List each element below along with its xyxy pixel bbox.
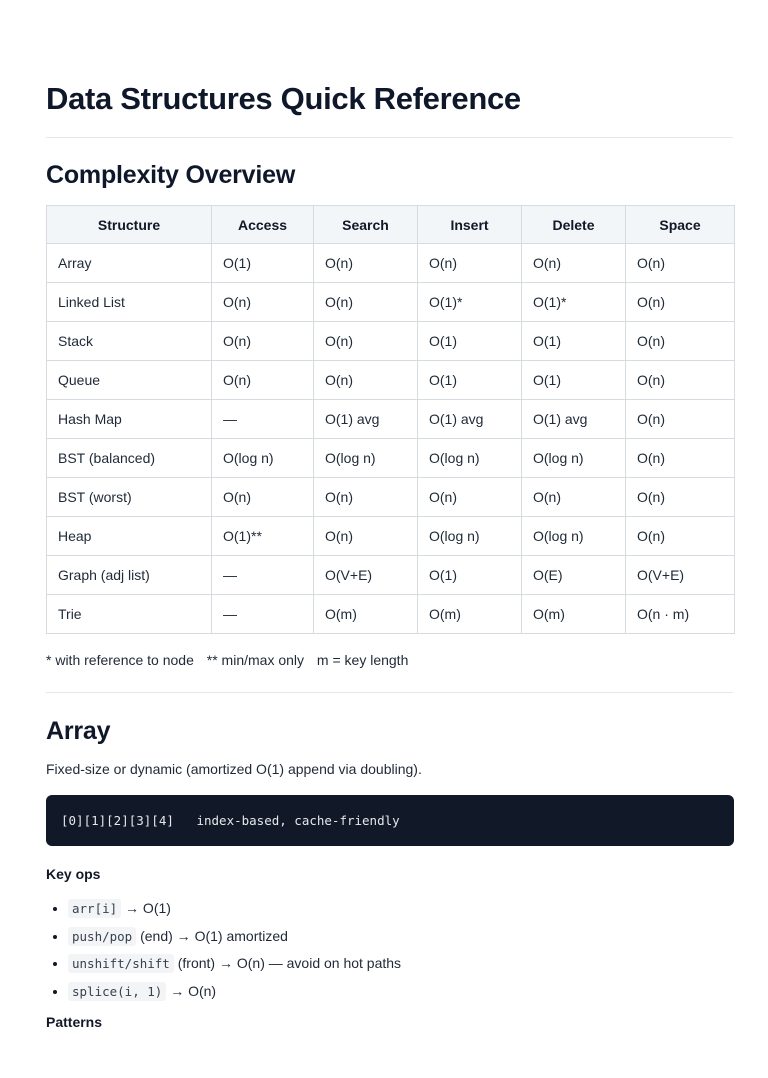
complexity-cell: O(n) — [314, 517, 418, 556]
list-item: • splice(i, 1) → O(n) — [68, 978, 733, 1006]
complexity-cell: O(V+E) — [626, 556, 735, 595]
table-row — [47, 400, 735, 439]
structure-name-cell: Hash Map — [47, 400, 212, 439]
complexity-cell: — — [212, 400, 314, 439]
column-header: Access — [212, 206, 314, 244]
divider — [46, 692, 733, 693]
complexity-cell: O(log n) — [418, 517, 522, 556]
table-row — [47, 595, 735, 634]
divider — [46, 137, 733, 138]
table-footnotes — [46, 652, 733, 668]
complexity-cell: O(n) — [626, 322, 735, 361]
complexity-cell: O(m) — [522, 595, 626, 634]
complexity-cell: O(1)** — [212, 517, 314, 556]
complexity-cell: O(log n) — [522, 439, 626, 478]
column-header: Space — [626, 206, 735, 244]
complexity-cell: O(1) avg — [418, 400, 522, 439]
structure-name-cell: Heap — [47, 517, 212, 556]
complexity-cell: O(n) — [314, 322, 418, 361]
table-row — [47, 517, 735, 556]
complexity-cell: O(log n) — [212, 439, 314, 478]
footnote: * with reference to node — [46, 652, 194, 668]
inline-code: splice(i, 1) — [68, 982, 166, 1001]
complexity-cell: O(n · m) — [626, 595, 735, 634]
complexity-cell: O(n) — [212, 478, 314, 517]
inline-code: push/pop — [68, 927, 136, 946]
list-item: • unshift/shift (front) → O(n) — avoid on hot paths — [68, 950, 733, 978]
complexity-cell: O(n) — [212, 361, 314, 400]
column-header: Structure — [47, 206, 212, 244]
complexity-cell: O(n) — [314, 244, 418, 283]
table-row — [47, 322, 735, 361]
complexity-cell: O(n) — [522, 478, 626, 517]
complexity-cell: O(1) — [418, 556, 522, 595]
structure-name-cell: Graph (adj list) — [47, 556, 212, 595]
complexity-cell: O(n) — [626, 400, 735, 439]
code-block: [0][1][2][3][4] index-based, cache-friendly — [46, 795, 734, 846]
complexity-cell: O(n) — [314, 361, 418, 400]
complexity-cell: O(n) — [418, 478, 522, 517]
complexity-cell: O(n) — [626, 478, 735, 517]
structure-name-cell: BST (worst) — [47, 478, 212, 517]
complexity-cell: O(m) — [314, 595, 418, 634]
table-header-row — [47, 206, 735, 244]
complexity-cell: O(1) avg — [314, 400, 418, 439]
page-title: Data Structures Quick Reference — [46, 81, 521, 116]
section-heading-complexity: Complexity Overview — [46, 161, 296, 189]
footnote: ** min/max only — [206, 652, 305, 668]
table-row — [47, 361, 735, 400]
structure-name-cell: Array — [47, 244, 212, 283]
structure-name-cell: Trie — [47, 595, 212, 634]
complexity-cell: O(log n) — [314, 439, 418, 478]
complexity-cell: O(log n) — [522, 517, 626, 556]
complexity-cell: O(1) — [522, 361, 626, 400]
complexity-cell: O(n) — [626, 517, 735, 556]
complexity-cell: O(V+E) — [314, 556, 418, 595]
complexity-cell: O(n) — [626, 361, 735, 400]
complexity-cell: O(n) — [626, 244, 735, 283]
complexity-cell: O(n) — [314, 478, 418, 517]
complexity-cell: O(n) — [314, 283, 418, 322]
subheading-patterns: Patterns — [46, 1014, 103, 1030]
complexity-cell: O(1) — [418, 322, 522, 361]
column-header: Insert — [418, 206, 522, 244]
structure-name-cell: Queue — [47, 361, 212, 400]
complexity-cell: O(n) — [522, 244, 626, 283]
complexity-cell: O(1)* — [522, 283, 626, 322]
complexity-cell: — — [212, 556, 314, 595]
structure-name-cell: Stack — [47, 322, 212, 361]
table-row — [47, 244, 735, 283]
complexity-cell: O(1) — [418, 361, 522, 400]
complexity-cell: O(n) — [626, 283, 735, 322]
complexity-cell: O(1)* — [418, 283, 522, 322]
complexity-cell: O(n) — [212, 322, 314, 361]
complexity-cell: O(n) — [418, 244, 522, 283]
complexity-cell: O(1) — [212, 244, 314, 283]
footnote: m = key length — [316, 652, 409, 668]
inline-code: arr[i] — [68, 899, 121, 918]
array-description: Fixed-size or dynamic (amortized O(1) append via doubling). — [46, 761, 422, 777]
complexity-cell: O(n) — [626, 439, 735, 478]
complexity-cell: O(1) — [522, 322, 626, 361]
section-heading-array: Array — [46, 717, 111, 745]
structure-name-cell: BST (balanced) — [47, 439, 212, 478]
structure-name-cell: Linked List — [47, 283, 212, 322]
complexity-cell: — — [212, 595, 314, 634]
subheading-key-ops: Key ops — [46, 866, 101, 882]
table-row — [47, 283, 735, 322]
table-row — [47, 439, 735, 478]
complexity-cell: O(1) avg — [522, 400, 626, 439]
complexity-table — [46, 205, 735, 634]
column-header: Search — [314, 206, 418, 244]
complexity-cell: O(E) — [522, 556, 626, 595]
list-item: • push/pop (end) → O(1) amortized — [68, 923, 733, 951]
key-ops-list — [46, 895, 733, 1005]
column-header: Delete — [522, 206, 626, 244]
complexity-cell: O(n) — [212, 283, 314, 322]
complexity-cell: O(m) — [418, 595, 522, 634]
table-row — [47, 556, 735, 595]
list-item: • arr[i] → O(1) — [68, 895, 733, 923]
inline-code: unshift/shift — [68, 954, 174, 973]
table-row — [47, 478, 735, 517]
complexity-cell: O(log n) — [418, 439, 522, 478]
